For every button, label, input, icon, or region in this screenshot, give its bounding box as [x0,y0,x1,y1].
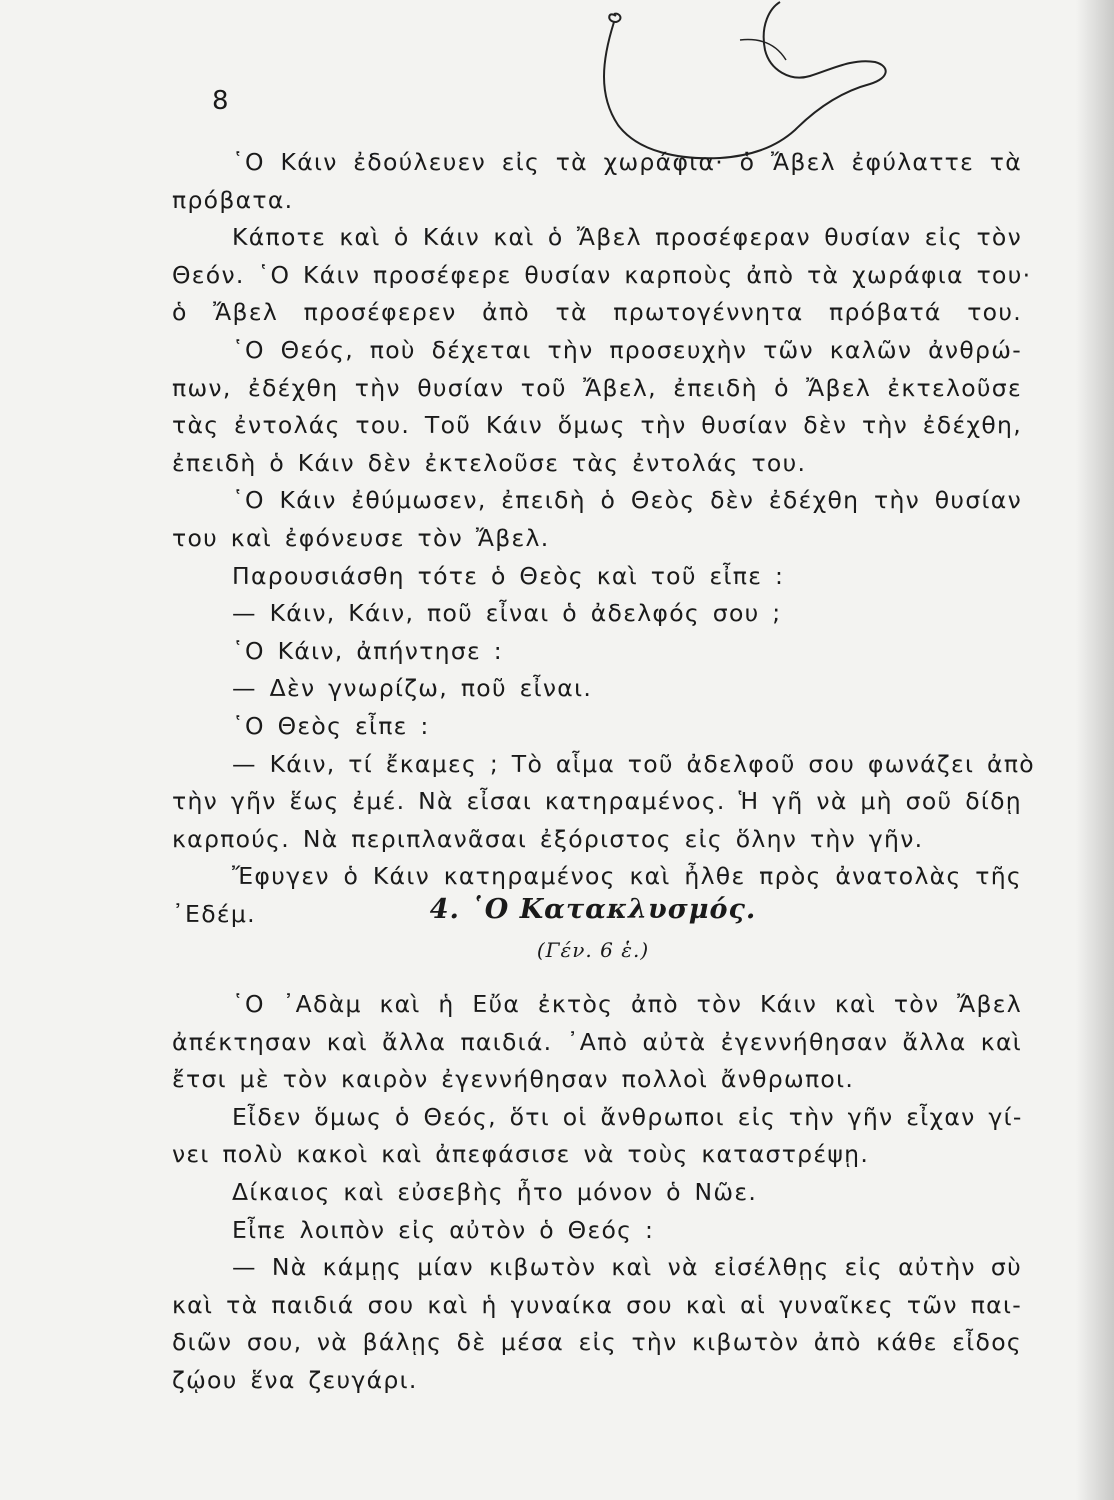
text-line: νει πολὺ κακοὶ καὶ ἀπεφάσισε νὰ τοὺς καταστρέψῃ. [172,1140,870,1169]
text-line: τὰς ἐντολάς του. Τοῦ Κάιν ὅμως τὴν θυσίαν δὲν τὴν ἐδέχθη, [172,411,1022,440]
text-line: ῾Ο Κάιν, ἀπήντησε : [232,636,504,665]
text-line: πρόβατα. [172,185,294,214]
text-line: ἔτσι μὲ τὸν καιρὸν ἐγεννήθησαν πολλοὶ ἄνθρωποι. [172,1065,855,1094]
text-line: — Νὰ κάμῃς μίαν κιβωτὸν καὶ νὰ εἰσέλθῃς εἰς αὐτὴν σὺ [232,1253,1022,1282]
text-line: ἐπειδὴ ὁ Κάιν δὲν ἐκτελοῦσε τὰς ἐντολάς του. [172,448,807,477]
page-number: 8 [212,86,229,116]
text-line: καὶ τὰ παιδιά σου καὶ ἡ γυναίκα σου καὶ αἱ γυναῖκες τῶν παι- [172,1290,1022,1319]
text-line: Παρουσιάσθη τότε ὁ Θεὸς καὶ τοῦ εἶπε : [232,561,785,590]
section-2-title: 4. ῾Ο Κατακλυσμός. [429,894,757,925]
text-line: — Δὲν γνωρίζω, ποῦ εἶναι. [232,674,593,703]
text-line: Δίκαιος καὶ εὐσεβὴς ἦτο μόνον ὁ Νῶε. [232,1177,758,1206]
text-line: ᾿Εδέμ. [172,899,256,928]
text-line: πων, ἐδέχθη τὴν θυσίαν τοῦ Ἄβελ, ἐπειδὴ ὁ Ἄβελ ἐκτελοῦσε [172,373,1022,402]
section-2-reference: (Γέν. 6 ἑ.) [536,938,650,962]
text-line: του καὶ ἐφόνευσε τὸν Ἄβελ. [172,523,550,552]
text-line: Θεόν. ῾Ο Κάιν προσέφερε θυσίαν καρποὺς ἀπὸ τὰ χωράφια του· [172,260,1032,289]
page-edge-shadow [1076,0,1114,1500]
text-line: — Κάιν, Κάιν, ποῦ εἶναι ὁ ἀδελφός σου ; [232,599,782,628]
text-line: ῾Ο Θεός, ποὺ δέχεται τὴν προσευχὴν τῶν καλῶν ἀνθρώ- [232,335,1022,364]
text-line: Εἶπε λοιπὸν εἰς αὐτὸν ὁ Θεός : [232,1215,655,1244]
text-line: ῾Ο Κάιν ἐθύμωσεν, ἐπειδὴ ὁ Θεὸς δὲν ἐδέχθη τὴν θυσίαν [232,486,1022,515]
text-line: Κάποτε καὶ ὁ Κάιν καὶ ὁ Ἄβελ προσέφεραν θυσίαν εἰς τὸν [232,223,1022,252]
text-line: διῶν σου, νὰ βάλῃς δὲ μέσα εἰς τὴν κιβωτὸν ἀπὸ κάθε εἶδος [172,1328,1022,1357]
text-line: ἀπέκτησαν καὶ ἄλλα παιδιά. ᾿Απὸ αὐτὰ ἐγεννήθησαν ἄλλα καὶ [172,1027,1022,1056]
section-1-text [172,144,1035,933]
text-line: ῾Ο ᾿Αδὰμ καὶ ἡ Εὔα ἐκτὸς ἀπὸ τὸν Κάιν καὶ τὸν Ἄβελ [232,990,1022,1018]
text-line: ζῴου ἕνα ζευγάρι. [172,1365,418,1394]
text-line: ῾Ο Θεὸς εἶπε : [232,711,430,740]
text-line: Ἔφυγεν ὁ Κάιν κατηραμένος καὶ ἦλθε πρὸς ἀνατολὰς τῆς [232,862,1022,891]
section-2-text [172,986,1022,1400]
text-line: καρπούς. Νὰ περιπλανᾶσαι ἐξόριστος εἰς ὅλην τὴν γῆν. [172,824,924,853]
text-line: Εἶδεν ὅμως ὁ Θεός, ὅτι οἱ ἄνθρωποι εἰς τὴν γῆν εἶχαν γί- [232,1102,1023,1131]
text-line: — Κάιν, τί ἔκαμες ; Τὸ αἷμα τοῦ ἀδελφοῦ σου φωνάζει ἀπὸ [232,749,1035,778]
text-line: ὁ Ἄβελ προσέφερεν ἀπὸ τὰ πρωτογέννητα πρόβατά του. [172,298,1022,327]
text-line: τὴν γῆν ἕως ἐμέ. Νὰ εἶσαι κατηραμένος. Ἡ γῆ νὰ μὴ σοῦ δίδῃ [172,787,1022,816]
text-line: ῾Ο Κάιν ἐδούλευεν εἰς τὰ χωράφια· ὁ Ἄβελ ἐφύλαττε τὰ [232,148,1022,176]
